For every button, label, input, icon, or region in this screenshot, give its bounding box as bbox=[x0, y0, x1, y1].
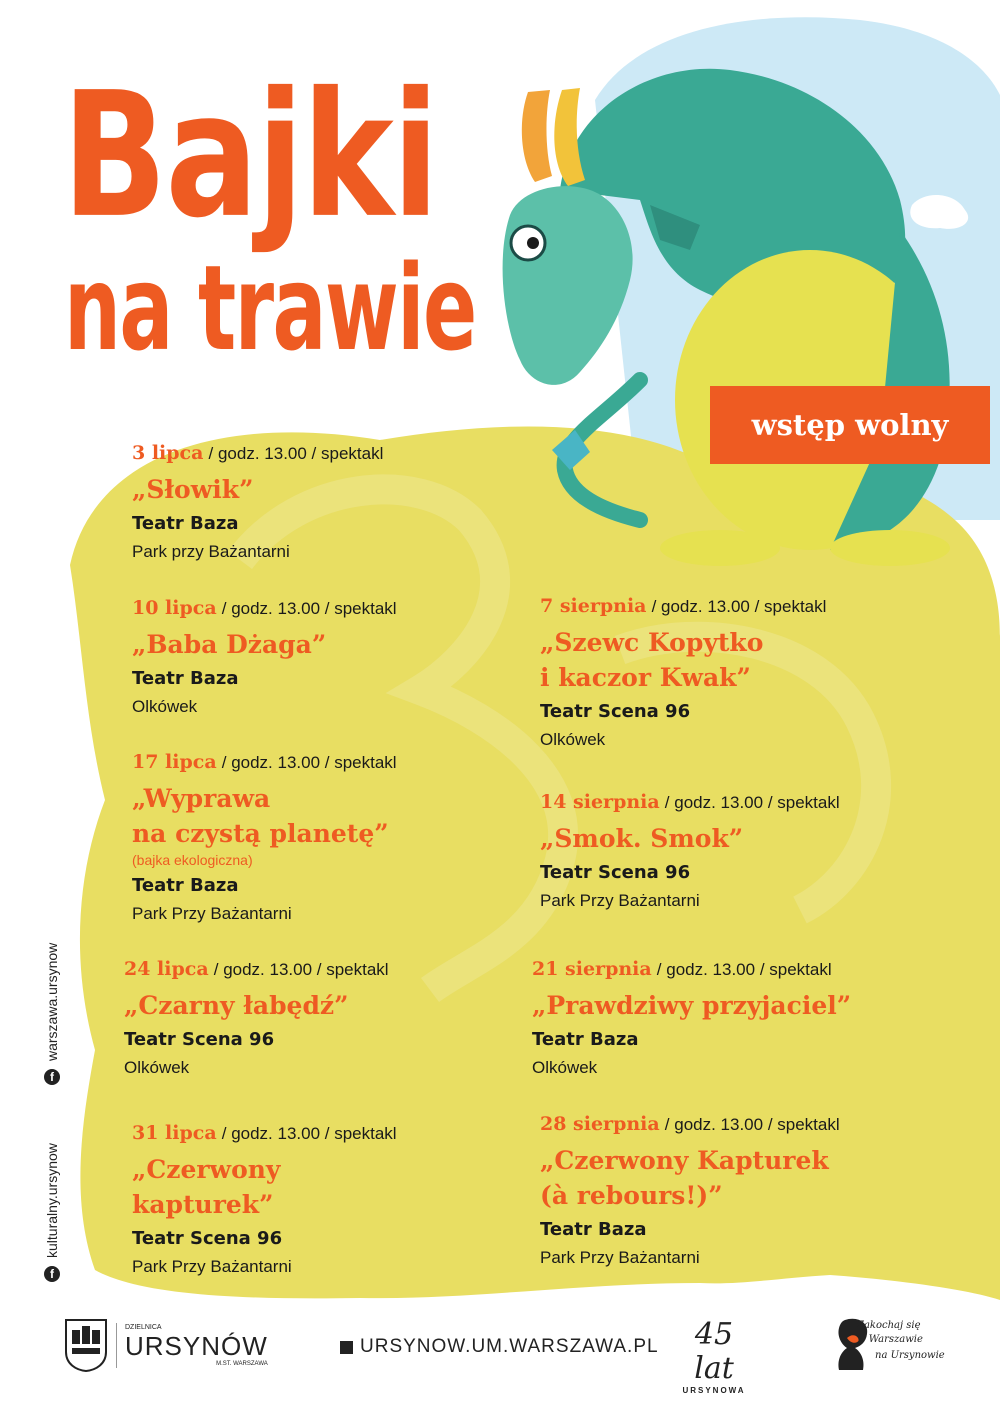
event-when bbox=[132, 441, 572, 466]
event-date: 24 lipca bbox=[124, 958, 209, 980]
social-handle-2[interactable] bbox=[44, 1143, 60, 1282]
square-bullet-icon bbox=[340, 1341, 353, 1354]
social-handle-text: kulturalny.ursynow bbox=[44, 1143, 60, 1258]
event-title-line-2: kapturek” bbox=[132, 1190, 274, 1219]
facebook-icon: f bbox=[44, 1266, 60, 1282]
event-title: „Słowik” bbox=[132, 475, 254, 504]
facebook-icon: f bbox=[44, 1069, 60, 1085]
anniversary-logo bbox=[672, 1318, 756, 1395]
ursynow-logo bbox=[64, 1318, 268, 1372]
event-title-line-2: i kaczor Kwak” bbox=[540, 663, 751, 692]
event-date: 21 sierpnia bbox=[532, 958, 652, 980]
event-date: 14 sierpnia bbox=[540, 791, 660, 813]
event-meta: / godz. 13.00 / spektakl bbox=[221, 1124, 397, 1143]
event-meta: / godz. 13.00 / spektakl bbox=[221, 599, 397, 618]
event-date: 7 sierpnia bbox=[540, 595, 647, 617]
event-date: 31 lipca bbox=[132, 1122, 217, 1144]
event-card-3 bbox=[132, 750, 572, 926]
website-link[interactable] bbox=[340, 1336, 659, 1358]
zakochaj-line-2: w Warszawie bbox=[857, 1334, 923, 1345]
free-entry-badge: wstęp wolny bbox=[710, 386, 990, 464]
event-place: Olkówek bbox=[124, 1058, 190, 1077]
social-handle-text: warszawa.ursynow bbox=[44, 942, 60, 1061]
event-title-line-1: „Czerwony Kapturek bbox=[540, 1146, 829, 1175]
logo-text bbox=[116, 1323, 268, 1368]
event-date: 10 lipca bbox=[132, 597, 217, 619]
anniversary-number: 45 lat bbox=[694, 1317, 734, 1386]
event-meta: / godz. 13.00 / spektakl bbox=[221, 753, 397, 772]
dragon-foot-2 bbox=[830, 530, 950, 566]
event-title: „Smok. Smok” bbox=[540, 824, 744, 853]
event-title-line-2: na czystą planetę” bbox=[132, 819, 389, 848]
event-date: 3 lipca bbox=[132, 442, 204, 464]
logo-small-text: DZIELNICA bbox=[125, 1323, 162, 1331]
logo-sub-text: M.ST. WARSZAWA bbox=[216, 1360, 268, 1367]
event-theatre: Teatr Baza bbox=[132, 875, 239, 896]
event-meta: / godz. 13.00 / spektakl bbox=[213, 960, 389, 979]
anniversary-label: URSYNOWA bbox=[682, 1386, 746, 1395]
event-title: „Prawdziwy przyjaciel” bbox=[532, 991, 852, 1020]
crest-icon bbox=[64, 1318, 108, 1372]
event-title-line-1: „Szewc Kopytko bbox=[540, 628, 764, 657]
event-when bbox=[532, 957, 972, 982]
logo-district-name: URSYNÓW bbox=[125, 1330, 268, 1361]
event-theatre: Teatr Baza bbox=[132, 668, 239, 689]
event-meta: / godz. 13.00 / spektakl bbox=[208, 444, 384, 463]
dragon-pupil bbox=[527, 237, 539, 249]
event-card-8 bbox=[532, 957, 972, 1080]
event-card-2 bbox=[132, 596, 572, 719]
event-theatre: Teatr Scena 96 bbox=[540, 701, 691, 722]
event-theatre: Teatr Scena 96 bbox=[124, 1029, 275, 1050]
event-place: Park Przy Bażantarni bbox=[540, 1248, 700, 1267]
event-when bbox=[132, 750, 572, 775]
event-theatre: Teatr Scena 96 bbox=[540, 862, 691, 883]
social-handle-1[interactable] bbox=[44, 943, 60, 1085]
footer bbox=[0, 1300, 1000, 1407]
event-meta: / godz. 13.00 / spektakl bbox=[664, 793, 840, 812]
event-when bbox=[540, 1112, 980, 1137]
poster-title-line-1: Bajki bbox=[62, 56, 438, 257]
event-card-4 bbox=[124, 957, 564, 1080]
event-card-7 bbox=[540, 790, 980, 913]
event-theatre: Teatr Baza bbox=[540, 1219, 647, 1240]
zakochaj-line-3: na Ursynowie bbox=[875, 1350, 945, 1361]
event-theatre: Teatr Baza bbox=[132, 513, 239, 534]
event-card-5 bbox=[132, 1121, 572, 1279]
zakochaj-logo bbox=[835, 1308, 955, 1380]
event-title-line-1: „Wyprawa bbox=[132, 784, 271, 813]
event-place: Park Przy Bażantarni bbox=[132, 1257, 292, 1276]
dragon-head bbox=[503, 186, 633, 385]
event-title-line-2: (à rebours!)” bbox=[540, 1181, 723, 1210]
event-place: Park Przy Bażantarni bbox=[132, 904, 292, 923]
event-when bbox=[132, 596, 572, 621]
event-when bbox=[540, 790, 980, 815]
event-place: Olkówek bbox=[532, 1058, 598, 1077]
event-meta: / godz. 13.00 / spektakl bbox=[651, 597, 827, 616]
event-place: Olkówek bbox=[132, 697, 198, 716]
event-title: „Baba Dżaga” bbox=[132, 630, 327, 659]
event-theatre: Teatr Baza bbox=[532, 1029, 639, 1050]
event-title-line-1: „Czerwony bbox=[132, 1155, 281, 1184]
event-note: (bajka ekologiczna) bbox=[132, 852, 253, 868]
event-card-6 bbox=[540, 594, 980, 752]
event-place: Olkówek bbox=[540, 730, 606, 749]
event-place: Park przy Bażantarni bbox=[132, 542, 290, 561]
poster-title-line-2: na trawie bbox=[64, 239, 476, 378]
zakochaj-line-1: Zakochaj się bbox=[857, 1320, 921, 1331]
event-place: Park Przy Bażantarni bbox=[540, 891, 700, 910]
event-when bbox=[124, 957, 564, 982]
event-date: 17 lipca bbox=[132, 751, 217, 773]
event-card-9 bbox=[540, 1112, 980, 1270]
event-date: 28 sierpnia bbox=[540, 1113, 660, 1135]
event-title: „Czarny łabędź” bbox=[124, 991, 349, 1020]
event-meta: / godz. 13.00 / spektakl bbox=[656, 960, 832, 979]
dragon-foot-1 bbox=[660, 530, 780, 566]
event-when bbox=[132, 1121, 572, 1146]
event-when bbox=[540, 594, 980, 619]
event-card-1 bbox=[132, 441, 572, 564]
event-theatre: Teatr Scena 96 bbox=[132, 1228, 283, 1249]
website-url: URSYNOW.UM.WARSZAWA.PL bbox=[360, 1336, 659, 1357]
event-meta: / godz. 13.00 / spektakl bbox=[664, 1115, 840, 1134]
dragon-horn-1 bbox=[522, 90, 552, 182]
